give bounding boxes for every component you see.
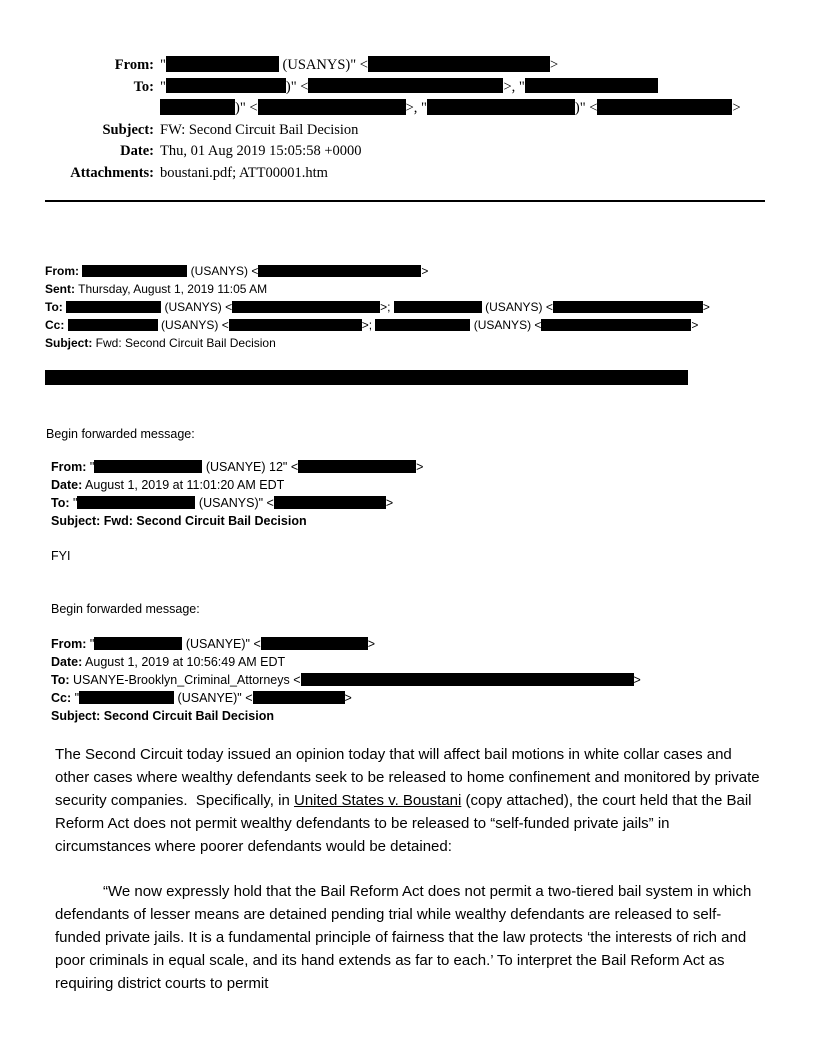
header-row-date (51, 476, 765, 494)
body-text: (copy attached), the court held that the Bail Reform Act does not permit wealthy defendants to be released to “self-funded private jails” in circumstances where poorer defendants would be detained: (55, 792, 756, 856)
redaction-bar (79, 691, 174, 704)
field-label-from: From: (51, 637, 87, 652)
forwarded-message-intro-1: Begin forwarded message: (46, 427, 195, 442)
header-row-from (45, 262, 765, 280)
header-row-date (45, 141, 741, 163)
text-fragment: Fwd: Second Circuit Bail Decision (92, 336, 276, 350)
text-fragment: > (691, 318, 699, 332)
header-row-from (45, 55, 741, 77)
field-label-from: From: (114, 57, 154, 73)
text-fragment: > (421, 264, 429, 278)
header-row-to (51, 494, 765, 512)
field-value-to (63, 300, 710, 314)
text-fragment: (USANYE)" < (182, 637, 261, 652)
text-fragment: >; (361, 318, 376, 332)
text-fragment: > (732, 100, 741, 116)
header-separator-line (45, 200, 765, 202)
text-fragment: > (367, 637, 376, 652)
redaction-bar (160, 99, 235, 114)
header-row-subject (45, 334, 765, 352)
field-label-subject: Subject: (51, 514, 101, 529)
text-fragment: (USANYE)" < (174, 691, 253, 706)
redaction-bar (427, 99, 575, 114)
text-fragment: )" < (574, 100, 598, 116)
field-label-from: From: (51, 460, 87, 475)
field-label-to: To: (45, 300, 63, 314)
redaction-bar (94, 460, 202, 473)
forwarded-email-header-2 (51, 458, 765, 530)
text-fragment: >, " (405, 100, 427, 116)
header-row-to (45, 77, 741, 99)
header-row-subject (45, 120, 741, 142)
quote-text: “We now expressly hold that the Bail Reform Act does not permit a two-tiered bail system in which defendants of lesser means are detained pending trial while wealthy defendants are released to self-funded private jails. It is a fundamental principle of fairness that the law protects ‘the interests of rich and poor criminals in equal scale, and its hand extends as far to each.’ To interpret the Bail Reform Act as requiring district courts to permit (55, 883, 756, 993)
text-fragment: Second Circuit Bail Decision (100, 709, 274, 724)
text-fragment: (USANYS) < (157, 318, 229, 332)
field-value-to (70, 496, 394, 510)
header-row-from (51, 635, 765, 653)
text-fragment: (USANYS) < (161, 300, 233, 314)
header-row-to (51, 671, 765, 689)
text-fragment: )" < (235, 100, 258, 116)
field-value-to-continued (160, 98, 741, 120)
field-value-from (86, 460, 423, 474)
body-paragraph-2-quote (55, 880, 761, 995)
field-label-empty (45, 98, 160, 120)
redaction-bar (368, 56, 550, 71)
text-fragment: (USANYS)" < (195, 496, 274, 511)
forwarded-email-header-1 (45, 262, 765, 352)
text-fragment: (USANYE) 12" < (202, 460, 299, 475)
field-value-date (82, 478, 284, 492)
redaction-bar (394, 301, 482, 314)
text-fragment: FW: Second Circuit Bail Decision (160, 121, 359, 138)
text-fragment: (USANYS)" < (278, 57, 368, 73)
redaction-bar (94, 637, 182, 650)
text-fragment: > (416, 460, 424, 475)
redaction-bar (45, 370, 688, 385)
header-row-subject (51, 707, 765, 725)
case-citation: United States v. Boustani (293, 792, 462, 810)
field-value-cc (64, 318, 698, 332)
field-value-from (160, 55, 741, 77)
redaction-bar (274, 496, 386, 509)
field-value-from (79, 264, 428, 278)
redaction-bar (66, 301, 161, 314)
field-label-cc: Cc: (51, 691, 72, 706)
header-row-subject (51, 512, 765, 530)
redaction-bar (308, 78, 503, 93)
text-fragment: > (385, 496, 394, 511)
text-fragment: >; (380, 300, 394, 314)
text-fragment: (USANYS) < (470, 318, 542, 332)
redaction-bar (298, 460, 416, 473)
text-fragment: " (160, 57, 166, 73)
header-row-sent (45, 280, 765, 298)
field-label-to: To: (51, 673, 70, 688)
redaction-bar (232, 301, 380, 314)
message-note-fyi: FYI (51, 549, 71, 564)
text-fragment: > (633, 673, 641, 688)
field-value-subject (100, 514, 306, 528)
header-row-from (51, 458, 765, 476)
text-fragment: Fwd: Second Circuit Bail Decision (100, 514, 307, 529)
redaction-bar (166, 78, 286, 93)
text-fragment: " (160, 78, 166, 95)
field-label-cc: Cc: (45, 318, 65, 332)
text-fragment: >, " (503, 78, 525, 95)
text-fragment: USANYE-Brooklyn_Criminal_Attorneys < (69, 673, 301, 688)
redacted-line (45, 370, 765, 385)
text-fragment: )" < (285, 78, 309, 95)
redaction-bar (261, 637, 368, 650)
redaction-bar (375, 319, 470, 332)
body-text: The Second Circuit today issued an opinion today that will affect bail motions in white collar cases and other cases where wealthy defendants seek to be released to home confinement and monitored by private security companies. Specifically, in (55, 746, 764, 810)
text-fragment: (USANYS) < (187, 264, 259, 278)
header-row-attachments (45, 163, 741, 185)
header-row-cc (45, 316, 765, 334)
redaction-bar (541, 319, 691, 332)
text-fragment: " (86, 637, 95, 652)
top-email-header (45, 55, 741, 184)
body-paragraph-1 (55, 743, 764, 858)
redaction-bar (597, 99, 732, 114)
header-row-to-continued (45, 98, 741, 120)
header-row-to (45, 298, 765, 316)
field-value-to (70, 673, 641, 687)
text-fragment: Thu, 01 Aug 2019 15:05:58 +0000 (160, 143, 362, 159)
redaction-bar (166, 56, 279, 71)
redaction-bar (258, 265, 421, 278)
field-value-date (160, 141, 741, 163)
field-label-date: Date: (120, 143, 154, 159)
field-value-date (82, 655, 285, 669)
text-fragment: boustani.pdf; ATT00001.htm (160, 164, 328, 181)
forwarded-message-intro-2: Begin forwarded message: (51, 602, 200, 617)
text-fragment: " (86, 460, 95, 475)
redaction-bar (68, 319, 158, 332)
redaction-bar (525, 78, 658, 93)
forwarded-email-header-3 (51, 635, 765, 725)
redaction-bar (82, 265, 187, 278)
field-label-sent: Sent: (45, 282, 75, 296)
field-label-subject: Subject: (45, 336, 93, 350)
field-value-sent (75, 282, 267, 296)
field-label-to: To: (51, 496, 70, 511)
redaction-bar (258, 99, 406, 114)
redaction-bar (553, 301, 703, 314)
text-fragment: August 1, 2019 at 10:56:49 AM EDT (82, 655, 286, 670)
field-label-attachments: Attachments: (70, 164, 154, 181)
text-fragment: " (71, 691, 80, 706)
field-label-date: Date: (51, 478, 83, 493)
text-fragment: " (69, 496, 78, 511)
redaction-bar (253, 691, 345, 704)
text-fragment: > (702, 300, 710, 314)
field-value-attachments (160, 163, 741, 185)
text-fragment: (USANYS) < (481, 300, 553, 314)
field-value-from (86, 637, 375, 651)
redaction-bar (229, 319, 362, 332)
header-row-date (51, 653, 765, 671)
text-fragment: Thursday, August 1, 2019 11:05 AM (75, 282, 268, 296)
field-label-to: To: (133, 78, 154, 95)
text-fragment: > (344, 691, 352, 706)
header-row-cc (51, 689, 765, 707)
field-value-subject (100, 709, 274, 723)
field-label-subject: Subject: (102, 121, 154, 138)
text-fragment: > (549, 57, 559, 73)
field-value-to (160, 77, 741, 99)
text-fragment: August 1, 2019 at 11:01:20 AM EDT (82, 478, 285, 493)
field-value-cc (71, 691, 352, 705)
field-value-subject (92, 336, 275, 350)
field-label-from: From: (45, 264, 79, 278)
field-label-subject: Subject: (51, 709, 101, 724)
redaction-bar (301, 673, 634, 686)
redaction-bar (77, 496, 195, 509)
field-label-date: Date: (51, 655, 83, 670)
field-value-subject (160, 120, 741, 142)
